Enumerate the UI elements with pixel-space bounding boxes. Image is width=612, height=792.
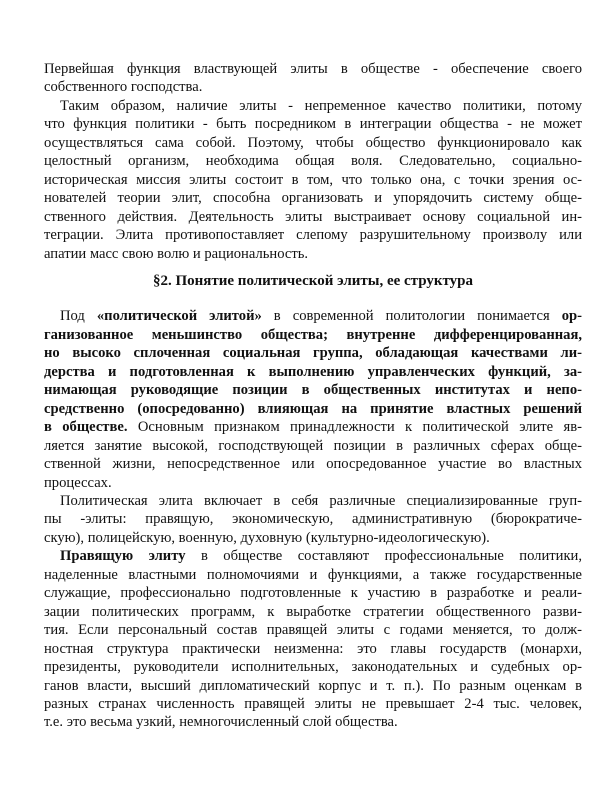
text-line: теграции. Элита противопоставляет слепому разрушительному произволу или xyxy=(44,227,582,244)
paragraph-1 xyxy=(44,60,582,97)
text-line: в обществе. Основным признаком принадлежности к политической элите яв- xyxy=(44,419,582,436)
text-line: наделенные властными полномочиями и функциями, а также государственные xyxy=(44,566,582,583)
text-line: Политическая элита включает в себя различные специализированные груп- xyxy=(60,492,582,509)
text-line: апатии масс свою волю и рациональность. xyxy=(44,245,309,262)
text-line: скую), полицейскую, военную, духовную (культурно-идеологическую). xyxy=(44,529,490,546)
text-line: нователей теории элит, способна организовать и упорядочить систему обще- xyxy=(44,190,582,207)
definition-line: ганизованное меньшинство общества; внутренне дифференцированная, xyxy=(44,326,582,343)
text-line: Под «политической элитой» в современной политологии понимается ор- xyxy=(60,308,582,325)
text-line: историческая миссия элиты состоит в том, что только она, с точки зрения ос- xyxy=(44,171,582,188)
text-line: президенты, руководители исполнительных, законодательных и судебных ор- xyxy=(44,659,582,676)
text-line: ностная структура практически неизменна: это главы государств (монархи, xyxy=(44,640,582,657)
paragraph-3 xyxy=(44,307,582,492)
text-line: пы -элиты: правящую, экономическую, административную (бюрократиче- xyxy=(44,511,582,528)
paragraph-4 xyxy=(44,492,582,547)
definition-line: нимающая руководящие позиции в общественных институтах и непо- xyxy=(44,382,582,399)
definition-line: но высоко сплоченная социальная группа, обладающая качествами ли- xyxy=(44,345,582,362)
text-line: собственного господства. xyxy=(44,79,203,96)
document-page xyxy=(44,60,582,732)
definition-line: средственно (опосредованно) влияющая на принятие властных решений xyxy=(44,400,582,417)
text-line: т.е. это весьма узкий, немногочисленный слой общества. xyxy=(44,714,398,731)
text-line: целостный организм, необходима общая воля. Следовательно, социально- xyxy=(44,153,582,170)
text-line: что функция политики - быть посредником в интеграции общества - не может xyxy=(44,116,582,133)
text-line: ственной жизни, непосредственное или опосредованное участие во властных xyxy=(44,456,582,473)
section-heading: §2. Понятие политической элиты, ее структура xyxy=(152,272,474,289)
text-line: ганов власти, высший дипломатический корпус и т. п.). По разным оценкам в xyxy=(44,677,582,694)
text-line: разных странах численность правящей элиты не превышает 2-4 тыс. человек, xyxy=(44,695,582,712)
text-line: Таким образом, наличие элиты - непременное качество политики, потому xyxy=(60,97,582,114)
term-ruling-elite: Правящую элиту xyxy=(60,548,186,565)
text-line: Первейшая функция властвующей элиты в обществе - обеспечение своего xyxy=(44,61,582,77)
text-line: тия. Если персональный состав правящей элиты с годами меняется, то долж- xyxy=(44,622,582,639)
text-line: зации политических программ, к выработке стратегии общественного разви- xyxy=(44,603,582,620)
definition-line: дерства и подготовленная к выполнению управленческих функций, за- xyxy=(44,363,582,380)
text-line: ственного действия. Деятельность элиты выстраивает основу социальной ин- xyxy=(44,208,582,225)
term-political-elite: «политической элитой» xyxy=(96,308,262,325)
text-line: осуществляться сама собой. Поэтому, чтобы общество функционировало как xyxy=(44,134,582,151)
paragraph-5 xyxy=(44,547,582,732)
text-line: служащие, профессионально подготовленные к участию в разработке и реали- xyxy=(44,585,582,602)
paragraph-2 xyxy=(44,97,582,263)
text-line: процессах. xyxy=(44,474,112,491)
text-line: Правящую элиту в обществе составляют профессиональные политики, xyxy=(60,548,583,565)
text-line: ляется занятие высокой, господствующей позиции в различных сферах обще- xyxy=(44,437,582,454)
